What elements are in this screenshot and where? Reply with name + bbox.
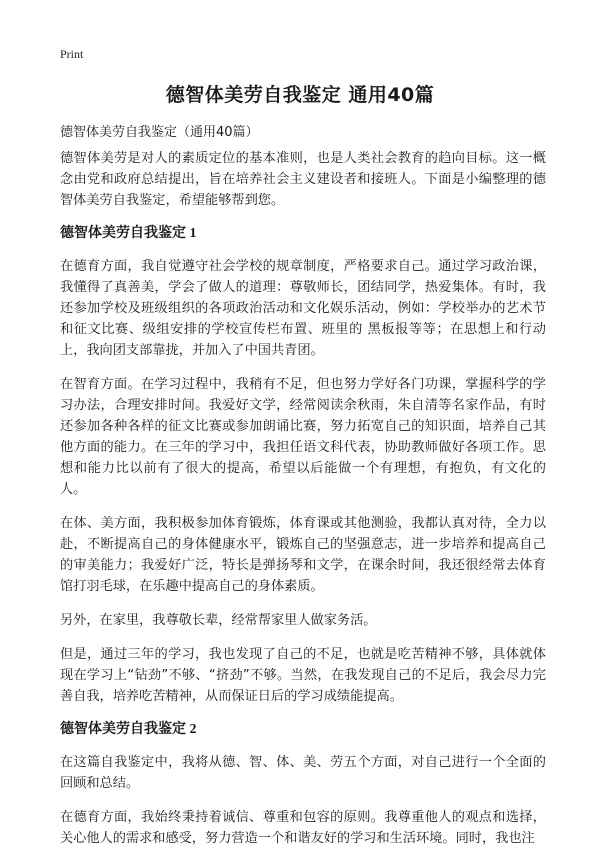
section-paragraph: 在智育方面。在学习过程中，我稍有不足，但也努力学好各门功课，掌握科学的学习办法，合理安排时间。我爱好文学，经常阅读余秋雨，朱自清等名家作品，有时还参加各种各样的征文比赛或参加朗诵比赛，努力拓宽自己的知识面，培养自己其他方面的能力。在三年的学习中，我担任语文科代表，协助教师做好各项工作。思想和能力比以前有了很大的提高，希望以后能做一个有理想，有抱负，有文化的人。	[60, 377, 546, 497]
print-link[interactable]: Print	[60, 47, 84, 61]
document-body	[60, 148, 546, 862]
page-title: 德智体美劳自我鉴定 通用40篇	[165, 84, 435, 106]
section-paragraph: 在这篇自我鉴定中，我将从德、智、体、美、劳五个方面，对自己进行一个全面的回顾和总结。	[60, 755, 546, 791]
section-heading: 德智体美劳自我鉴定 1	[60, 226, 197, 241]
document-subtitle: 德智体美劳自我鉴定（通用40篇）	[60, 125, 259, 140]
section-heading: 德智体美劳自我鉴定 2	[60, 722, 197, 737]
section-paragraph: 在体、美方面，我积极参加体育锻炼，体育课或其他测验，我都认真对待，全力以赴，不断提高自己的身体健康水平，锻炼自己的坚强意志，进一步培养和提高自己的审美能力；我爱好广泛，特长是弹扬琴和文学，在课余时间，我还很经常去体育馆打羽毛球，在乐趣中提高自己的身体素质。	[60, 516, 546, 594]
section-paragraph: 另外，在家里，我尊敬长辈，经常帮家里人做家务活。	[60, 613, 377, 628]
section-paragraph: 在德育方面，我自觉遵守社会学校的规章制度，严格要求自己。通过学习政治课，我懂得了真善美，学会了做人的道理：尊敬师长，团结同学，热爱集体。有时，我还参加学校及班级组织的各项政治活动和文化娱乐活动，例如：学校举办的艺术节和征文比赛、级组安排的学校宣传栏布置、班里的 黑板报等等；在思想上和行动上，我向团支部靠拢，并加入了中国共青团。	[60, 259, 546, 358]
intro-paragraph: 德智体美劳是对人的素质定位的基本准则，也是人类社会教育的趋向目标。这一概念由党和政府总结提出，旨在培养社会主义建设者和接班人。下面是小编整理的德智体美劳自我鉴定，希望能够帮到您。	[60, 151, 546, 208]
section-paragraph: 但是，通过三年的学习，我也发现了自己的不足，也就是吃苦精神不够，具体就体现在学习上“钻劲”不够、“挤劲”不够。当然，在我发现自己的不足后，我会尽力完善自我，培养吃苦精神，从而保证日后的学习成绩能提高。	[60, 647, 546, 704]
section-paragraph: 在德育方面，我始终秉持着诚信、尊重和包容的原则。我尊重他人的观点和选择，关心他人的需求和感受，努力营造一个和谐友好的学习和生活环境。同时，我也注	[60, 810, 546, 846]
